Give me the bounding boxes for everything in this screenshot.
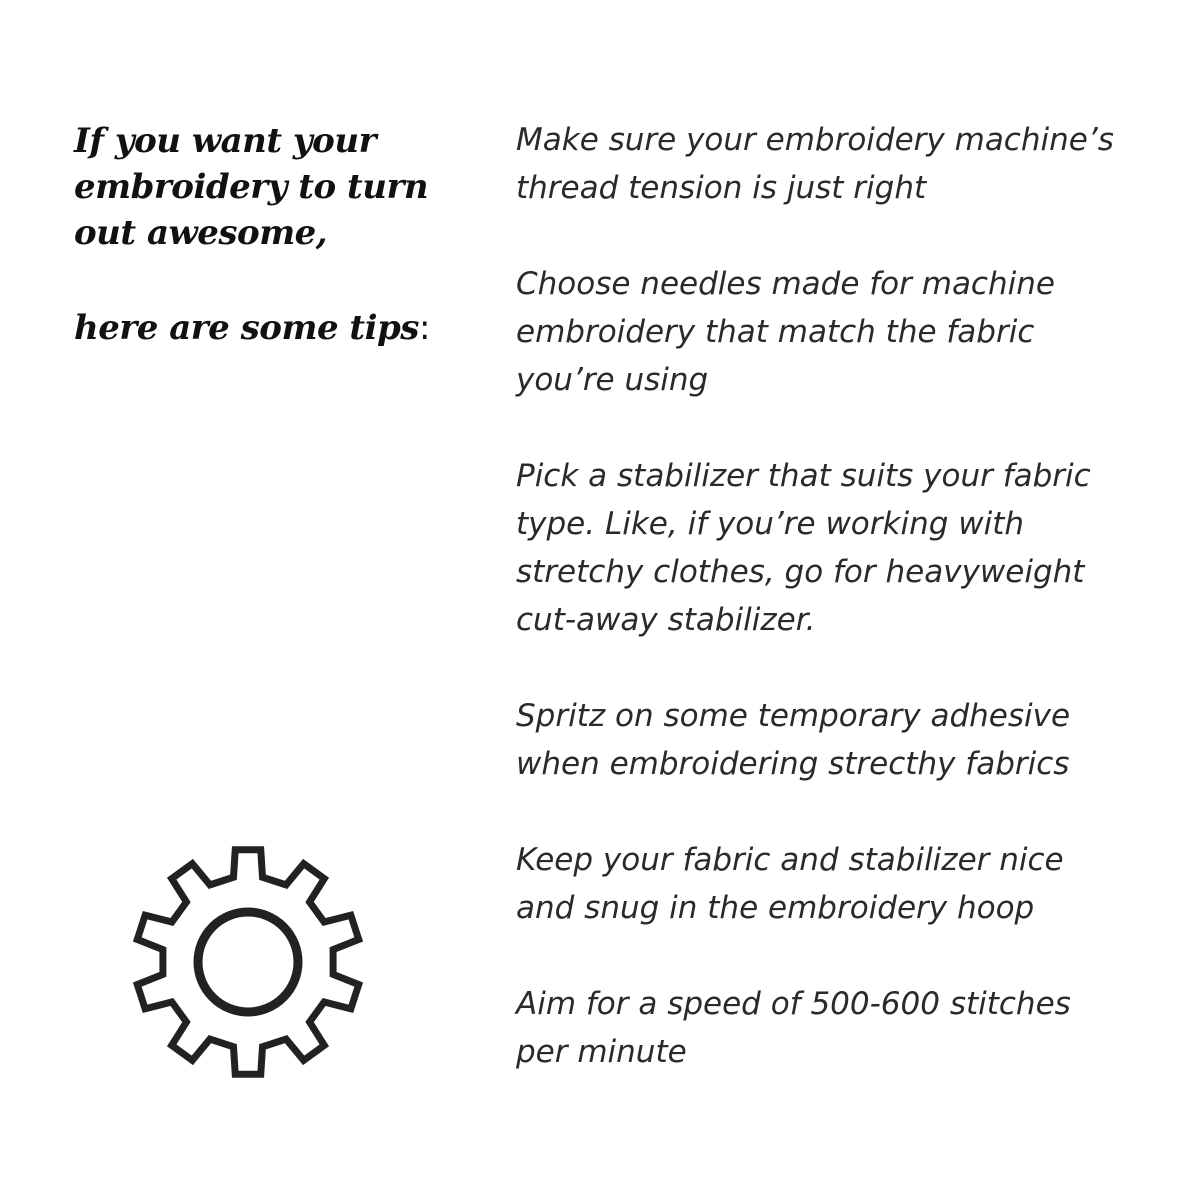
tip-line: Spritz on some temporary adhesive bbox=[516, 698, 1071, 734]
intro-heading-line: out awesome, bbox=[74, 213, 328, 253]
tip-line: per minute bbox=[516, 1034, 687, 1070]
tips-list bbox=[516, 116, 1156, 1124]
tips-subheading-text: here are some tips bbox=[74, 308, 419, 348]
tip-item bbox=[516, 980, 1156, 1076]
tip-line: when embroidering strecthy fabrics bbox=[516, 746, 1070, 782]
gear-hub bbox=[198, 912, 298, 1012]
gear-outline bbox=[137, 850, 358, 1075]
tip-line: you’re using bbox=[516, 362, 709, 398]
intro-heading-line: embroidery to turn bbox=[74, 167, 429, 207]
tip-line: Choose needles made for machine bbox=[516, 266, 1055, 302]
tip-item bbox=[516, 260, 1156, 404]
tip-line: type. Like, if you’re working with bbox=[516, 506, 1025, 542]
tip-line: Aim for a speed of 500-600 stitches bbox=[516, 986, 1071, 1022]
tips-subheading bbox=[74, 305, 474, 351]
tip-item bbox=[516, 116, 1156, 212]
tip-line: and snug in the embroidery hoop bbox=[516, 890, 1035, 926]
tip-line: Make sure your embroidery machine’s bbox=[516, 122, 1114, 158]
tip-item bbox=[516, 692, 1156, 788]
gear-icon bbox=[128, 842, 368, 1082]
intro-heading bbox=[74, 118, 474, 256]
tip-line: thread tension is just right bbox=[516, 170, 927, 206]
tip-line: stretchy clothes, go for heavyweight bbox=[516, 554, 1085, 590]
tip-item bbox=[516, 452, 1156, 644]
tip-line: Pick a stabilizer that suits your fabric bbox=[516, 458, 1091, 494]
tip-line: Keep your fabric and stabilizer nice bbox=[516, 842, 1064, 878]
intro-heading-line: If you want your bbox=[74, 121, 376, 161]
tips-subheading-colon: : bbox=[418, 308, 430, 348]
tip-item bbox=[516, 836, 1156, 932]
tip-line: cut-away stabilizer. bbox=[516, 602, 816, 638]
tip-line: embroidery that match the fabric bbox=[516, 314, 1035, 350]
